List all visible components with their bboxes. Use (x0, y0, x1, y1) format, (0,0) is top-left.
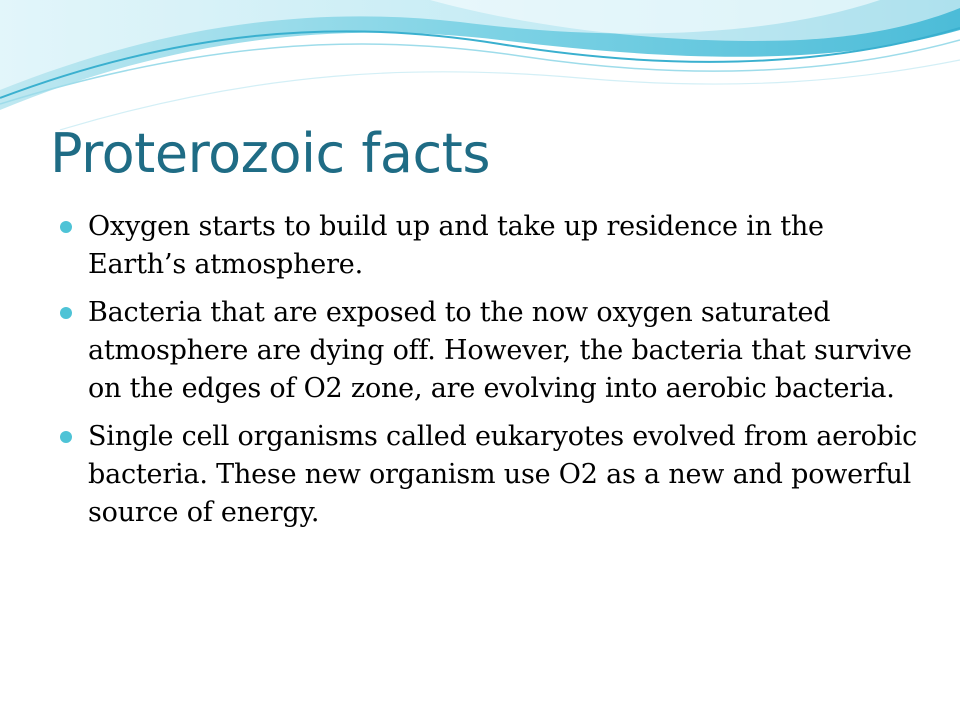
bullet-text: Oxygen starts to build up and take up residence in the Earth’s atmosphere. (88, 211, 824, 280)
bullet-text: Single cell organisms called eukaryotes evolved from aerobic bacteria. These new organism use O2 as a new and powerful source of energy. (88, 421, 918, 528)
bullet-item (60, 294, 920, 408)
bullet-dot-icon (60, 307, 72, 319)
bullet-text: Bacteria that are exposed to the now oxygen saturated atmosphere are dying off. However, the bacteria that survive on the edges of O2 zone, are evolving into aerobic bacteria. (88, 297, 912, 404)
slide-title: Proterozoic facts (50, 122, 490, 185)
bullet-item (60, 208, 920, 284)
bullet-dot-icon (60, 431, 72, 443)
bullet-dot-icon (60, 221, 72, 233)
bullet-list (60, 208, 920, 542)
wave-header-decoration (0, 0, 960, 130)
bullet-item (60, 418, 920, 532)
